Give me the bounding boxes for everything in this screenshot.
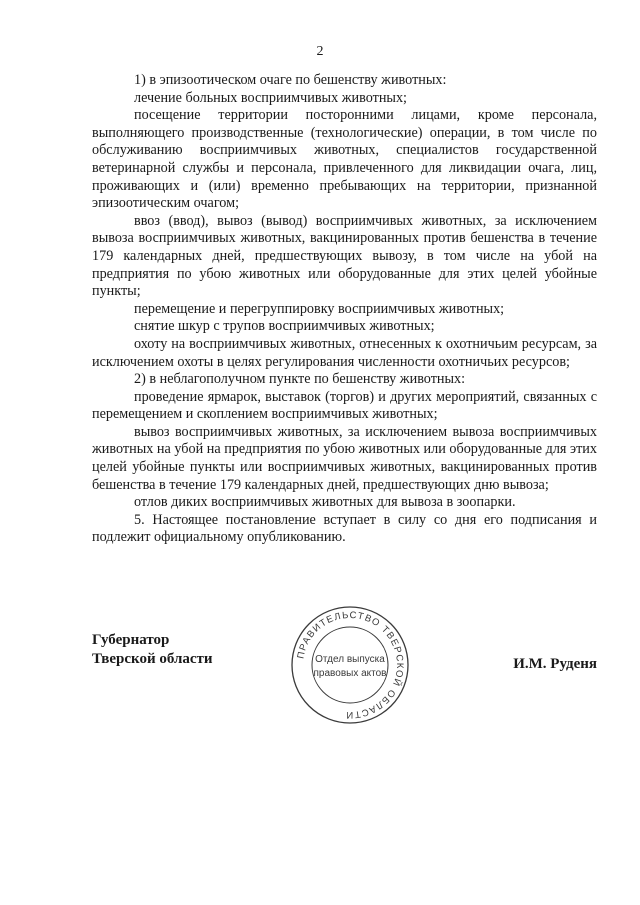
paragraph-6: снятие шкур с трупов восприимчивых животных; <box>134 318 435 335</box>
paragraph-12: 5. Настоящее постановление вступает в силу со дня его подписания и подлежит официальному опубликованию. <box>92 511 597 546</box>
paragraph-1: 1) в эпизоотическом очаге по бешенству животных: <box>134 72 447 88</box>
signature-block <box>92 609 597 737</box>
official-stamp <box>288 603 412 727</box>
paragraph-8: 2) в неблагополучном пункте по бешенству животных: <box>134 371 466 388</box>
signatory-title-line1: Губернатор <box>92 632 170 648</box>
paragraph-5: перемещение и перегруппировку восприимчивых животных; <box>134 300 505 317</box>
page-number: 2 <box>316 44 324 59</box>
stamp-inner-ring <box>312 627 388 703</box>
paragraph-10: вывоз восприимчивых животных, за исключением вывоза восприимчивых животных на убой на предприятия по убою животных или оборудованные для этих целей убойные пункты или восприимчивых животных, вакцинированных против бешенства в течение 179 календарных дней, предшествующих дню вывоза; <box>92 423 597 493</box>
stamp-outer-ring <box>292 607 408 723</box>
signatory-name: И.М. Руденя <box>513 656 597 672</box>
stamp-ring-text: ПРАВИТЕЛЬСТВО ТВЕРСКОЙ ОБЛАСТИ <box>295 609 406 721</box>
paragraph-9: проведение ярмарок, выставок (торгов) и других мероприятий, связанных с перемещением и скоплением восприимчивых животных; <box>92 388 597 423</box>
paragraph-2: лечение больных восприимчивых животных; <box>134 89 407 106</box>
signatory-title <box>92 631 213 669</box>
stamp-center-line1: Отдел выпуска <box>315 654 385 665</box>
signatory-title-line2: Тверской области <box>92 651 213 667</box>
paragraph-3: посещение территории посторонними лицами, кроме персонала, выполняющего производственные (технологические) операции, в том числе по обслуживанию восприимчивых животных, специалистов государственной ветеринарной службы и персонала, привлеченного для ликвидации очага, лиц, проживающих и (или) временно пребывающих на территории, признанной эпизоотическим очагом; <box>92 107 597 212</box>
paragraph-7: охоту на восприимчивых животных, отнесенных к охотничьим ресурсам, за исключением охоты в целях регулирования численности охотничьих ресурсов; <box>92 335 597 370</box>
document-body <box>92 72 597 547</box>
stamp-center-line2: правовых актов <box>313 668 387 679</box>
paragraph-4: ввоз (ввод), вывоз (вывод) восприимчивых животных, за исключением вывоза восприимчивых животных, вакцинированных против бешенства в течение 179 календарных дней, предшествующих вывозу, в том числе на убой на предприятия по убою животных или оборудованные для этих целей убойные пункты; <box>92 212 597 300</box>
paragraph-11: отлов диких восприимчивых животных для вывоза в зоопарки. <box>134 494 516 511</box>
